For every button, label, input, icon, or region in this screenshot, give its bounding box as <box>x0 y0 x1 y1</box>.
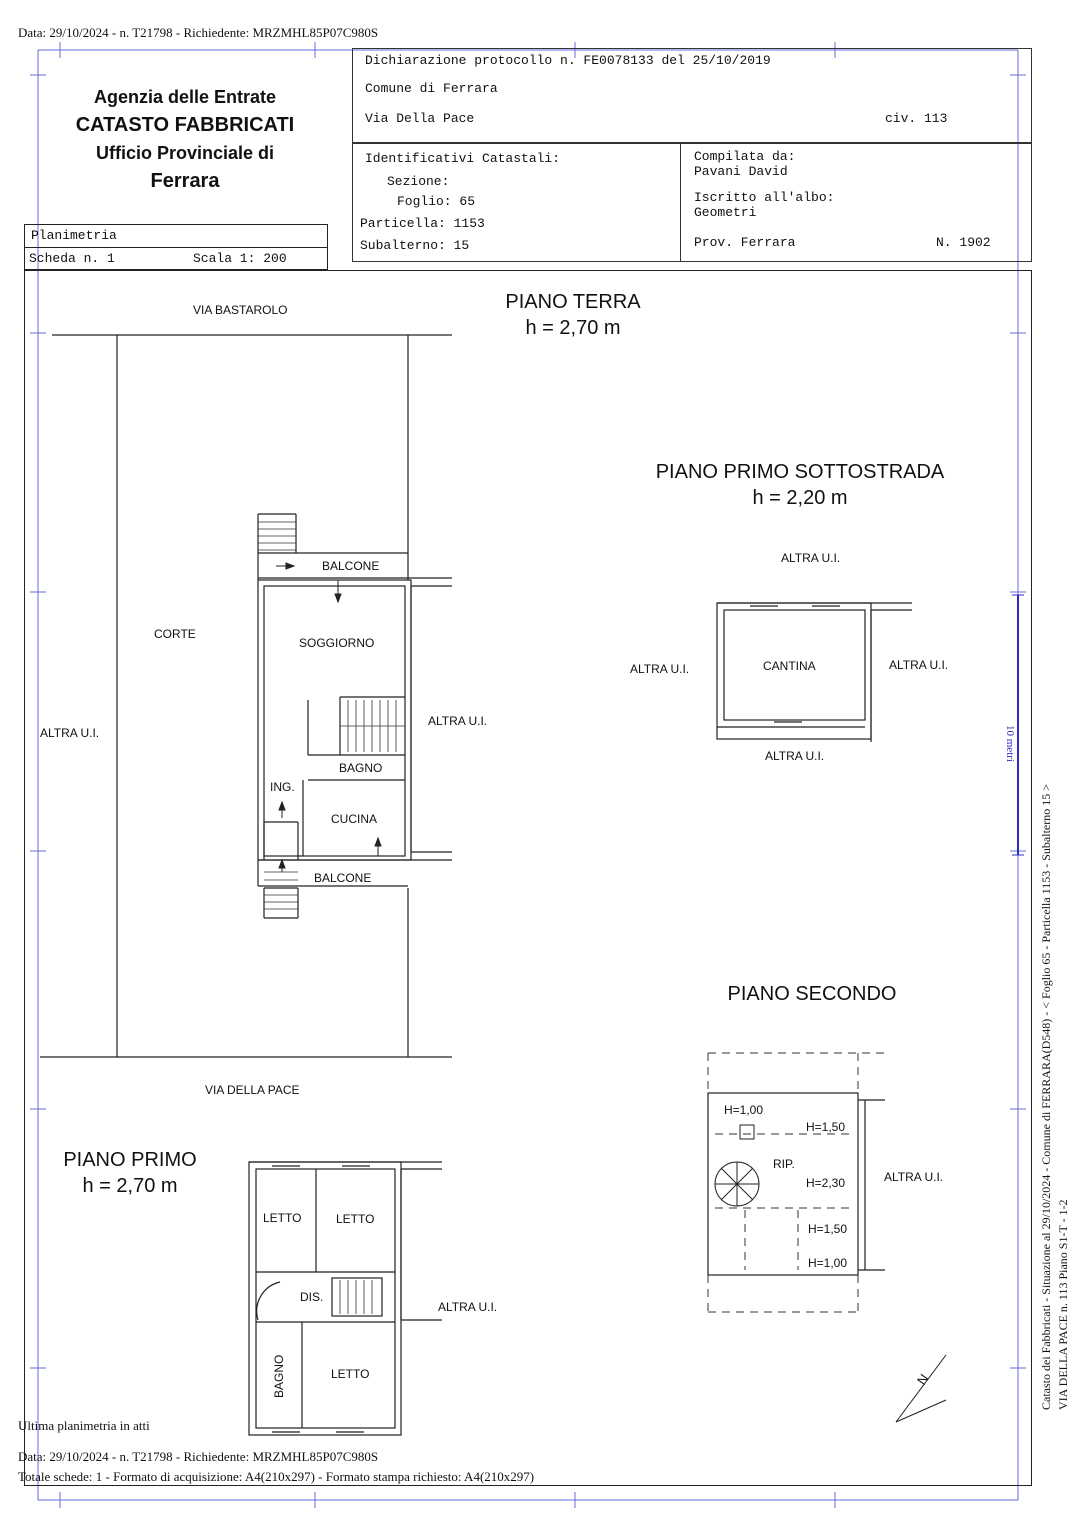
piano-secondo-title: PIANO SECONDO <box>727 983 897 1005</box>
altra-ui-label-cantina-north: ALTRA U.I. <box>781 551 841 565</box>
ufficio-label: Ufficio Provinciale di <box>95 143 275 163</box>
soggiorno-label: SOGGIORNO <box>299 636 375 650</box>
balcone-label-top: BALCONE <box>322 559 380 573</box>
catasto-title: CATASTO FABBRICATI <box>75 114 295 136</box>
side-text-line2: VIA DELLA PACE n. 113 Piano S1-T - 1-2 <box>1056 1199 1070 1410</box>
provincia: Prov. Ferrara <box>694 235 796 250</box>
altra-ui-label-primo: ALTRA U.I. <box>438 1300 498 1314</box>
scheda-number: Scheda n. 1 <box>29 251 115 266</box>
compilata-label: Compilata da: <box>694 149 796 164</box>
header-request-line: Data: 29/10/2024 - n. T21798 - Richiedente: MRZMHL85P07C980S <box>18 25 379 40</box>
north-arrow-letter: N <box>913 1371 932 1388</box>
piano-terra-title <box>473 289 673 341</box>
ing-label: ING. <box>270 780 295 794</box>
h150-label-bottom: H=1,50 <box>808 1222 848 1236</box>
albo-value: Geometri <box>694 205 757 220</box>
foglio-line: Foglio: 65 <box>397 194 476 209</box>
altra-ui-label-cantina-south: ALTRA U.I. <box>765 749 825 763</box>
albo-label: Iscritto all'albo: <box>694 190 835 205</box>
footer-data-line: Data: 29/10/2024 - n. T21798 - Richiedente: MRZMHL85P07C980S <box>18 1449 379 1464</box>
letto-label-3: LETTO <box>331 1367 370 1381</box>
h100-label-top: H=1,00 <box>724 1103 764 1117</box>
scale-bar-label: 10 metri <box>1004 725 1016 762</box>
cantina-label: CANTINA <box>763 659 816 673</box>
subalterno-line: Subalterno: 15 <box>360 238 470 253</box>
sezione-line: Sezione: <box>387 174 450 189</box>
comune-line: Comune di Ferrara <box>365 81 498 96</box>
h100-label-bottom: H=1,00 <box>808 1256 848 1270</box>
h150-label-top: H=1,50 <box>806 1120 846 1134</box>
altra-ui-label-west: ALTRA U.I. <box>40 726 100 740</box>
piano-sottostrada-name: PIANO PRIMO SOTTOSTRADA <box>655 461 945 483</box>
ufficio-city: Ferrara <box>150 170 220 192</box>
corte-label: CORTE <box>154 627 196 641</box>
side-text-line1: Catasto dei Fabbricati - Situazione al 29/10/2024 - Comune di FERRARA(D548) - < Foglio 65 - Particella 1153 - Subalterno 15 > <box>1039 783 1053 1410</box>
h230-label: H=2,30 <box>806 1176 846 1190</box>
planimetria-label: Planimetria <box>31 228 117 243</box>
compilata-name: Pavani David <box>694 164 788 179</box>
piano-terra-height: h = 2,70 m <box>525 317 621 339</box>
cucina-label: CUCINA <box>331 812 378 826</box>
altra-ui-label-secondo: ALTRA U.I. <box>884 1170 944 1184</box>
altra-ui-label-east: ALTRA U.I. <box>428 714 488 728</box>
via-line: Via Della Pace <box>365 111 475 126</box>
bagno-label-primo: BAGNO <box>272 1354 286 1398</box>
footer-totale-line: Totale schede: 1 - Formato di acquisizione: A4(210x297) - Formato stampa richiesto: A4(210x297) <box>18 1469 535 1484</box>
civico: civ. 113 <box>885 111 948 126</box>
particella-line: Particella: 1153 <box>360 216 485 231</box>
piano-sottostrada-height: h = 2,20 m <box>752 487 848 509</box>
protocollo-line: Dichiarazione protocollo n. FE0078133 del 25/10/2019 <box>365 53 771 68</box>
rip-label: RIP. <box>773 1157 795 1171</box>
balcone-label-bottom: BALCONE <box>314 871 372 885</box>
via-bastarolo-label: VIA BASTAROLO <box>193 303 288 317</box>
dis-label: DIS. <box>300 1290 324 1304</box>
piano-sottostrada-title <box>640 459 960 511</box>
letto-label-1: LETTO <box>263 1211 302 1225</box>
bagno-label: BAGNO <box>339 761 383 775</box>
piano-primo-height: h = 2,70 m <box>82 1175 178 1197</box>
piano-terra-name: PIANO TERRA <box>505 291 641 313</box>
altra-ui-label-cantina-east: ALTRA U.I. <box>889 658 949 672</box>
via-della-pace-label: VIA DELLA PACE <box>205 1083 300 1097</box>
piano-primo-name: PIANO PRIMO <box>63 1149 197 1171</box>
piano-primo-title <box>45 1147 215 1199</box>
letto-label-2: LETTO <box>336 1212 375 1226</box>
scale-label: Scala 1: 200 <box>193 251 287 266</box>
altra-ui-label-cantina-west: ALTRA U.I. <box>630 662 690 676</box>
albo-number: N. 1902 <box>936 235 991 250</box>
identificativi-title: Identificativi Catastali: <box>365 151 561 166</box>
ultima-planimetria: Ultima planimetria in atti <box>18 1418 150 1433</box>
agency-name: Agenzia delle Entrate <box>93 87 277 107</box>
